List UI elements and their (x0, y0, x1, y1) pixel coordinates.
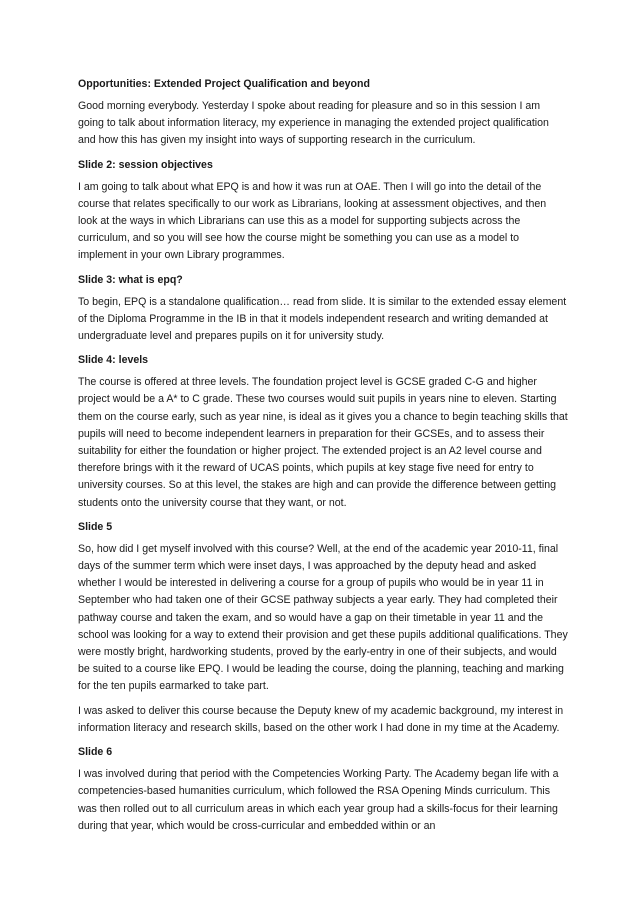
section-paragraph: To begin, EPQ is a standalone qualification… read from slide. It is similar to the extended essay element of the Diploma Programme in the IB in that it models independent research and writing demanded at undergraduate level and prepares pupils on it for university study. (78, 295, 567, 343)
document-title: Opportunities: Extended Project Qualification and beyond (78, 78, 370, 90)
intro-paragraph: Good morning everybody. Yesterday I spoke about reading for pleasure and so in this session I am going to talk about information literacy, my experience in managing the extended project qualification and how this has given my insight into ways of supporting research in the curriculum. (78, 100, 549, 147)
section-heading-slide-3: Slide 3: what is epq? (78, 273, 183, 286)
document-body (78, 76, 568, 842)
section-paragraph: I was involved during that period with the Competencies Working Party. The Academy began life with a competencies-based humanities curriculum, which followed the RSA Opening Minds curriculum. This was then rolled out to all curriculum areas in which each year group had a skills-focus for their learning during that year, which would be cross-curricular and embedded within or an (78, 768, 559, 832)
section-heading-slide-5: Slide 5 (78, 520, 113, 533)
section-paragraph: I am going to talk about what EPQ is and how it was run at OAE. Then I will go into the detail of the course that relates specifically to our work as Librarians, looking at assessment objectives, and then look at the ways in which Librarians can use this as a model for supporting subjects across the curriculum, and so you will see how the course might be something you can use as a model to implement in your own Library programmes. (78, 180, 547, 262)
section-paragraph: The course is offered at three levels. The foundation project level is GCSE graded C-G and higher project would be a A* to C grade. These two courses would suit pupils in years nine to eleven. Starting them on the course early, such as year nine, is ideal as it gives you a chance to begin teaching skills that pupils will need to become independent learners in preparation for their GCSEs, and to assess their suitability for either the foundation or higher project. The extended project is an A2 level course and therefore brings with it the reward of UCAS points, which pupils at key stage five need for entry to university courses. So at this level, the stakes are high and can provide the difference between getting students onto the university course that they want, or not. (78, 376, 568, 509)
section-heading-slide-2: Slide 2: session objectives (78, 158, 213, 171)
section-heading-slide-6: Slide 6 (78, 746, 113, 759)
section-heading-slide-4: Slide 4: levels (78, 354, 149, 367)
section-paragraph: I was asked to deliver this course because the Deputy knew of my academic background, my interest in information literacy and research skills, based on the other work I had done in my time at the Academy. (78, 704, 564, 734)
section-paragraph: So, how did I get myself involved with this course? Well, at the end of the academic year 2010-11, final days of the summer term which were inset days, I was approached by the deputy head and asked whether I would be interested in delivering a course for a group of pupils who would be in year 11 in September who had taken one of their GCSE pathway subjects a year early. They had completed their pathway course and taken the exam, and so would have a gap on their timetable in year 11 and the school was looking for a way to extend their provision and get these pupils additional qualifications. They were mostly bright, hardworking students, proved by the early-entry in one of their subjects, and would be suited to a course like EPQ. I would be leading the course, doing the planning, teaching and marking for the ten pupils earmarked to take part. (78, 542, 568, 693)
